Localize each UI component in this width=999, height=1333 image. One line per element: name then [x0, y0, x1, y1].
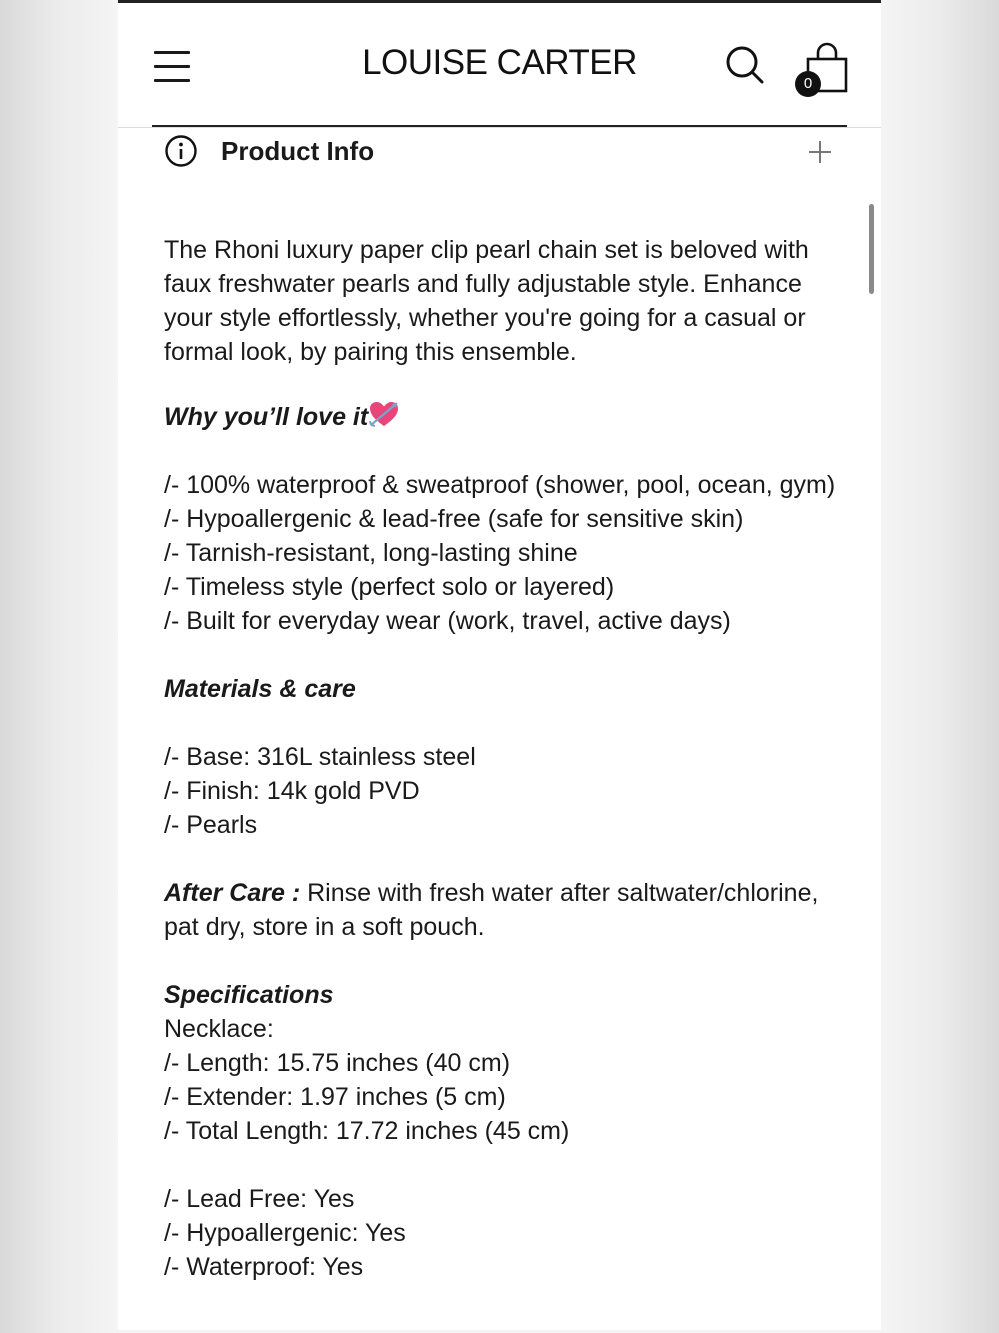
search-icon[interactable]: [724, 44, 766, 86]
list-item: /- 100% waterproof & sweatproof (shower, pool, ocean, gym): [164, 471, 836, 499]
attributes-list: [164, 1182, 844, 1284]
list-item: /- Tarnish-resistant, long-lasting shine: [164, 539, 578, 567]
info-circle-icon: [164, 134, 198, 168]
header-shadow-line: [118, 127, 881, 128]
list-item: /- Total Length: 17.72 inches (45 cm): [164, 1117, 570, 1145]
list-item: /- Hypoallergenic & lead-free (safe for sensitive skin): [164, 505, 744, 533]
list-item: /- Timeless style (perfect solo or layered): [164, 573, 615, 601]
why-heading-line: [164, 399, 844, 434]
aftercare-paragraph: [164, 876, 844, 944]
list-item: /- Length: 15.75 inches (40 cm): [164, 1049, 511, 1077]
brand-logo[interactable]: LOUISE CARTER: [362, 43, 637, 82]
list-item: /- Lead Free: Yes: [164, 1185, 355, 1213]
specs-subheading: Necklace:: [164, 1015, 274, 1043]
site-header: [118, 3, 881, 127]
aftercare-label: After Care :: [164, 879, 301, 907]
plus-icon[interactable]: [806, 138, 834, 166]
product-page: [118, 3, 881, 1330]
list-item: /- Finish: 14k gold PVD: [164, 777, 420, 805]
why-heading: Why you’ll love it: [164, 403, 369, 431]
product-description: [164, 233, 844, 1284]
specs-heading: Specifications: [164, 981, 334, 1009]
specs-list: [164, 1046, 844, 1148]
list-item: /- Hypoallergenic: Yes: [164, 1219, 406, 1247]
heart-with-arrow-emoji: [368, 399, 400, 429]
intro-paragraph: The Rhoni luxury paper clip pearl chain set is beloved with faux freshwater pearls and fully adjustable style. Enhance your style effortlessly, whether you're going for a casual or formal look, by pairing this ensemble.: [164, 236, 809, 366]
materials-list: [164, 740, 844, 842]
accordion-title: Product Info: [221, 136, 375, 166]
list-item: /- Pearls: [164, 811, 258, 839]
aftercare-text: Rinse with fresh water after saltwater/chlorine, pat dry, store in a soft pouch.: [164, 879, 819, 941]
materials-heading: Materials & care: [164, 675, 356, 703]
hamburger-menu-icon[interactable]: [154, 49, 192, 83]
list-item: /- Extender: 1.97 inches (5 cm): [164, 1083, 506, 1111]
list-item: /- Built for everyday wear (work, travel, active days): [164, 607, 731, 635]
cart-count-badge: 0: [795, 71, 821, 97]
list-item: /- Waterproof: Yes: [164, 1253, 364, 1281]
product-info-accordion[interactable]: [164, 131, 844, 171]
scrollbar-thumb[interactable]: [869, 204, 874, 294]
why-list: [164, 468, 844, 638]
list-item: /- Base: 316L stainless steel: [164, 743, 476, 771]
